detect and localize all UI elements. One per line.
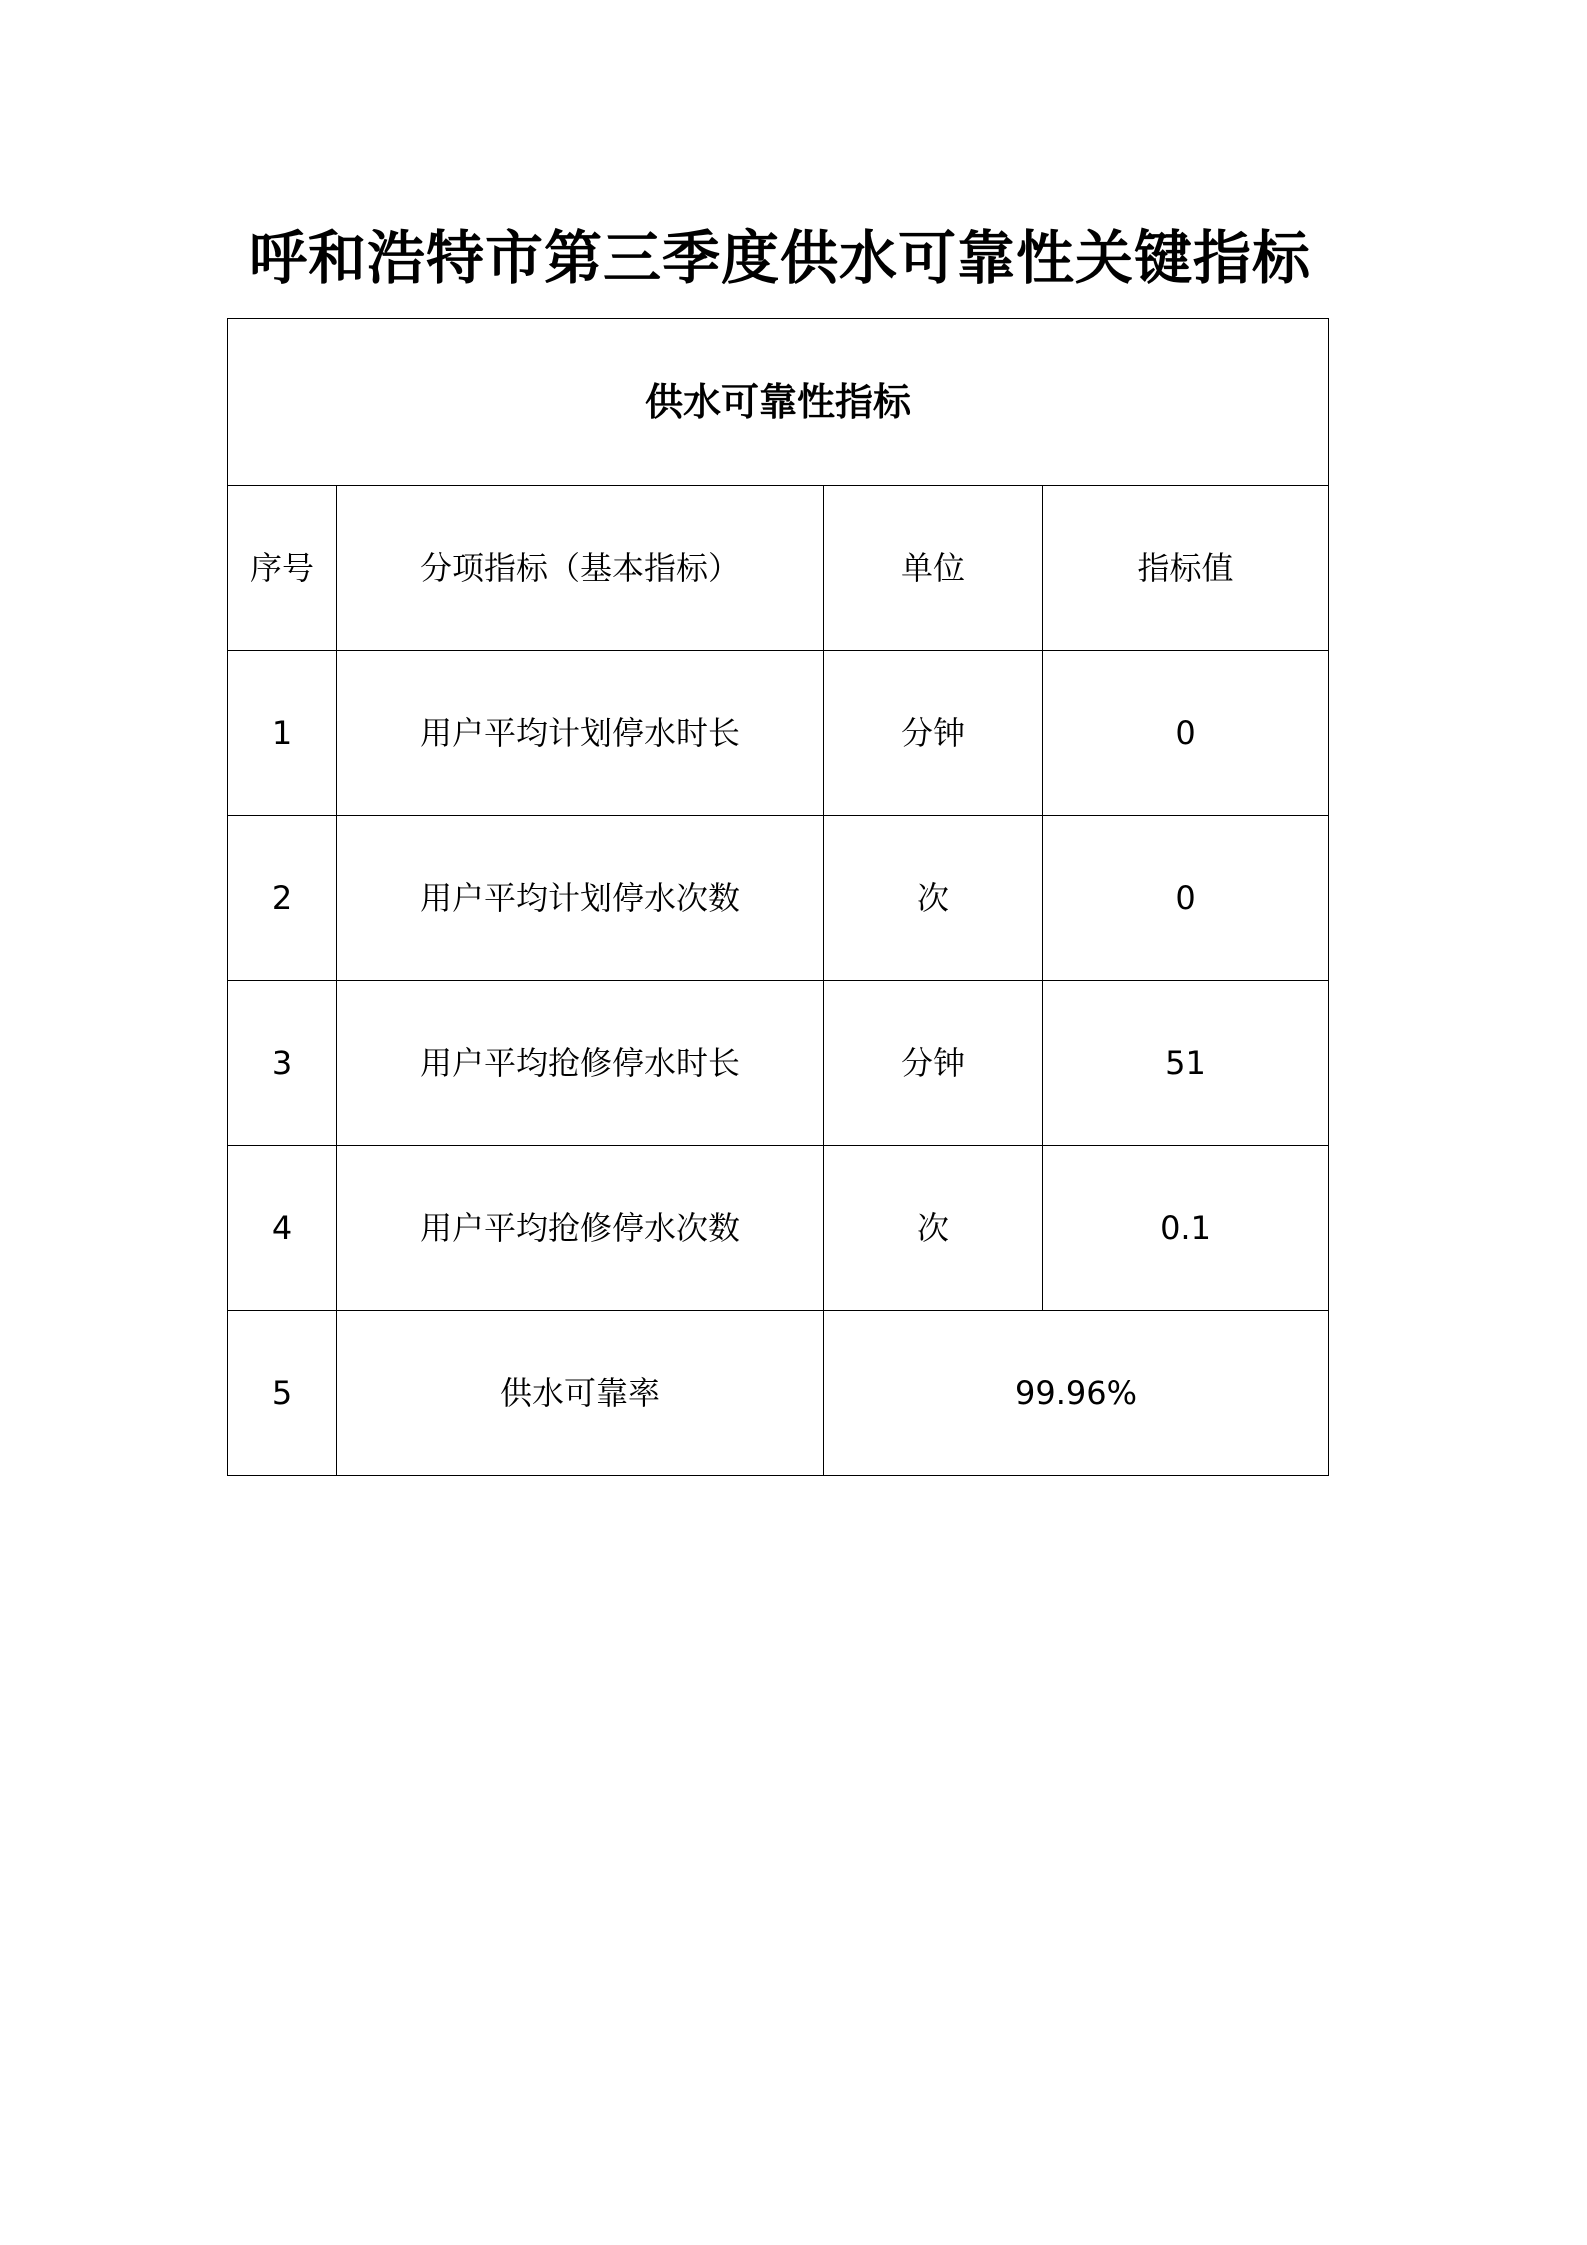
table-heading: 供水可靠性指标 <box>228 319 1329 486</box>
row-unit: 次 <box>824 816 1043 981</box>
table-row <box>228 981 1329 1146</box>
row-seq: 3 <box>228 981 337 1146</box>
row-value: 51 <box>1043 981 1329 1146</box>
row-seq: 1 <box>228 651 337 816</box>
column-header-value: 指标值 <box>1043 486 1329 651</box>
row-value: 0 <box>1043 816 1329 981</box>
row-unit: 次 <box>824 1146 1043 1311</box>
reliability-metrics-table <box>227 318 1329 1476</box>
row-value: 0.1 <box>1043 1146 1329 1311</box>
table-row <box>228 816 1329 981</box>
row-seq: 2 <box>228 816 337 981</box>
row-item: 用户平均计划停水时长 <box>337 651 824 816</box>
table-row <box>228 651 1329 816</box>
row-unit: 分钟 <box>824 651 1043 816</box>
column-header-unit: 单位 <box>824 486 1043 651</box>
summary-value: 99.96% <box>824 1311 1329 1476</box>
summary-item: 供水可靠率 <box>337 1311 824 1476</box>
row-value: 0 <box>1043 651 1329 816</box>
table-row <box>228 1146 1329 1311</box>
column-header-item: 分项指标（基本指标） <box>337 486 824 651</box>
row-item: 用户平均抢修停水次数 <box>337 1146 824 1311</box>
row-unit: 分钟 <box>824 981 1043 1146</box>
column-header-row <box>228 486 1329 651</box>
row-item: 用户平均计划停水次数 <box>337 816 824 981</box>
summary-seq: 5 <box>228 1311 337 1476</box>
row-seq: 4 <box>228 1146 337 1311</box>
summary-row <box>228 1311 1329 1476</box>
column-header-seq: 序号 <box>228 486 337 651</box>
document-title: 呼和浩特市第三季度供水可靠性关键指标 <box>248 224 1311 292</box>
row-item: 用户平均抢修停水时长 <box>337 981 824 1146</box>
table-heading-row <box>228 319 1329 486</box>
